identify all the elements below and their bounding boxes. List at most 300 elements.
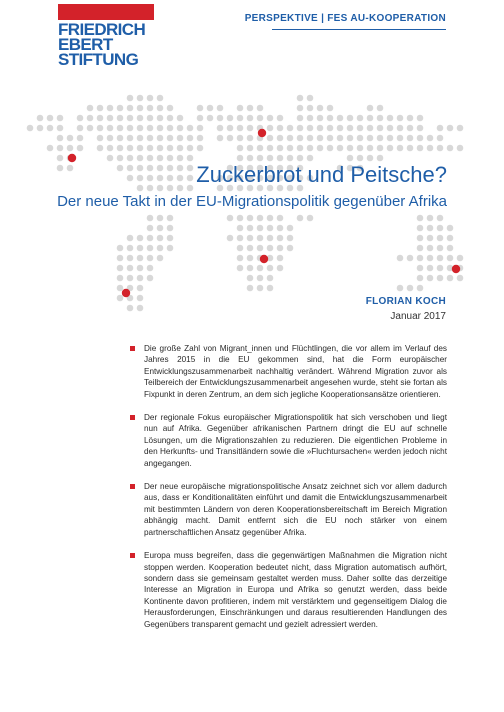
map-dot bbox=[157, 255, 164, 262]
map-dot bbox=[437, 245, 444, 252]
map-dot bbox=[147, 215, 154, 222]
map-dot bbox=[437, 265, 444, 272]
map-dot bbox=[177, 125, 184, 132]
map-dot bbox=[357, 115, 364, 122]
map-dot bbox=[167, 235, 174, 242]
map-dot bbox=[247, 275, 254, 282]
map-dot bbox=[107, 145, 114, 152]
map-dot bbox=[347, 115, 354, 122]
map-dot bbox=[257, 225, 264, 232]
map-dot bbox=[177, 185, 184, 192]
map-dot bbox=[327, 145, 334, 152]
map-dot bbox=[397, 135, 404, 142]
map-dot bbox=[427, 135, 434, 142]
map-dot bbox=[307, 215, 314, 222]
map-dot bbox=[417, 265, 424, 272]
map-dot bbox=[297, 155, 304, 162]
map-dot bbox=[257, 145, 264, 152]
map-dot bbox=[297, 115, 304, 122]
map-dot bbox=[157, 215, 164, 222]
map-dot bbox=[107, 135, 114, 142]
map-dot bbox=[257, 265, 264, 272]
map-dot bbox=[317, 135, 324, 142]
map-dot bbox=[97, 135, 104, 142]
map-dot bbox=[277, 225, 284, 232]
map-dot bbox=[297, 135, 304, 142]
page-subtitle: Der neue Takt in der EU-Migrationspolitik gegenüber Afrika bbox=[57, 193, 447, 210]
map-dot bbox=[227, 125, 234, 132]
map-dot bbox=[167, 175, 174, 182]
map-dot bbox=[447, 275, 454, 282]
summary-bullet bbox=[130, 343, 447, 400]
map-dot bbox=[147, 155, 154, 162]
map-dot bbox=[257, 235, 264, 242]
map-dot bbox=[377, 115, 384, 122]
map-dot bbox=[227, 235, 234, 242]
map-dot bbox=[117, 105, 124, 112]
map-dot bbox=[207, 105, 214, 112]
map-dot bbox=[147, 165, 154, 172]
map-dot bbox=[417, 115, 424, 122]
map-dot bbox=[347, 135, 354, 142]
map-dot bbox=[407, 125, 414, 132]
map-dot bbox=[277, 255, 284, 262]
map-dot bbox=[267, 145, 274, 152]
map-dot bbox=[377, 135, 384, 142]
map-dot bbox=[367, 125, 374, 132]
map-dot bbox=[87, 115, 94, 122]
bullet-text: Die große Zahl von Migrant_innen und Flüchtlingen, die vor allem im Verlauf des Jahres 2015 in die EU gekommen sind, hat die Form europäischer Entwicklungszusammenarbeit nachhaltig verändert. Während Migration zuvor als Teilbereich der Entwicklungszusammenarbeit angesehen wurde, steht sie fortan als Fixpunkt in deren Zentrum, an dem sich jegliche Kooperationsansätze orientieren. bbox=[144, 344, 447, 399]
map-dot bbox=[227, 135, 234, 142]
map-dot bbox=[117, 115, 124, 122]
map-dot bbox=[117, 295, 124, 302]
map-dot bbox=[147, 135, 154, 142]
map-dot bbox=[117, 275, 124, 282]
map-dot bbox=[297, 145, 304, 152]
map-dot bbox=[437, 145, 444, 152]
map-dot bbox=[67, 145, 74, 152]
map-dot bbox=[267, 225, 274, 232]
map-dot-highlight bbox=[122, 289, 130, 297]
map-dot bbox=[117, 125, 124, 132]
map-dot bbox=[417, 125, 424, 132]
summary-bullet-list bbox=[130, 343, 447, 642]
map-dot bbox=[117, 155, 124, 162]
map-dot bbox=[387, 115, 394, 122]
map-dot bbox=[247, 135, 254, 142]
map-dot bbox=[427, 235, 434, 242]
summary-bullet bbox=[130, 481, 447, 538]
map-dot bbox=[267, 155, 274, 162]
map-dot bbox=[457, 275, 464, 282]
map-dot bbox=[177, 165, 184, 172]
map-dot bbox=[87, 125, 94, 132]
map-dot bbox=[287, 135, 294, 142]
map-dot bbox=[417, 245, 424, 252]
map-dot-highlight bbox=[260, 255, 268, 263]
map-dot bbox=[357, 125, 364, 132]
map-dot bbox=[287, 125, 294, 132]
map-dot bbox=[337, 145, 344, 152]
map-dot-highlight bbox=[258, 129, 266, 137]
map-dot bbox=[47, 125, 54, 132]
map-dot bbox=[147, 105, 154, 112]
map-dot bbox=[137, 265, 144, 272]
map-dot bbox=[437, 125, 444, 132]
map-dot bbox=[167, 185, 174, 192]
map-dot bbox=[337, 135, 344, 142]
map-dot bbox=[127, 155, 134, 162]
map-dot bbox=[427, 275, 434, 282]
bullet-square-icon bbox=[130, 484, 135, 489]
map-dot bbox=[97, 145, 104, 152]
map-dot bbox=[377, 125, 384, 132]
map-dot bbox=[37, 115, 44, 122]
map-dot bbox=[237, 135, 244, 142]
map-dot bbox=[287, 145, 294, 152]
map-dot bbox=[427, 145, 434, 152]
summary-bullet bbox=[130, 550, 447, 630]
map-dot bbox=[117, 135, 124, 142]
map-dot bbox=[137, 235, 144, 242]
map-dot bbox=[407, 145, 414, 152]
map-dot bbox=[57, 165, 64, 172]
map-dot bbox=[137, 105, 144, 112]
map-dot bbox=[187, 145, 194, 152]
map-dot bbox=[247, 115, 254, 122]
map-dot bbox=[117, 265, 124, 272]
map-dot bbox=[157, 115, 164, 122]
map-dot bbox=[267, 275, 274, 282]
map-dot bbox=[267, 235, 274, 242]
map-dot bbox=[327, 115, 334, 122]
map-dot-highlight bbox=[68, 154, 76, 162]
map-dot bbox=[77, 125, 84, 132]
map-dot bbox=[327, 105, 334, 112]
map-dot bbox=[317, 115, 324, 122]
map-dot bbox=[257, 245, 264, 252]
map-dot bbox=[427, 255, 434, 262]
map-dot bbox=[157, 125, 164, 132]
map-dot bbox=[457, 255, 464, 262]
map-dot bbox=[237, 105, 244, 112]
map-dot bbox=[67, 135, 74, 142]
map-dot bbox=[297, 95, 304, 102]
map-dot bbox=[157, 185, 164, 192]
map-dot bbox=[107, 125, 114, 132]
map-dot bbox=[247, 125, 254, 132]
bullet-square-icon bbox=[130, 346, 135, 351]
map-dot bbox=[427, 225, 434, 232]
map-dot bbox=[287, 155, 294, 162]
map-dot bbox=[137, 115, 144, 122]
map-dot bbox=[307, 145, 314, 152]
map-dot bbox=[97, 105, 104, 112]
map-dot bbox=[247, 155, 254, 162]
map-dot bbox=[297, 105, 304, 112]
map-dot bbox=[197, 125, 204, 132]
map-dot bbox=[357, 155, 364, 162]
map-dot bbox=[407, 285, 414, 292]
publication-date: Januar 2017 bbox=[390, 311, 446, 322]
map-dot bbox=[157, 105, 164, 112]
map-dot bbox=[157, 135, 164, 142]
map-dot bbox=[307, 135, 314, 142]
map-dot bbox=[407, 255, 414, 262]
map-dot bbox=[117, 165, 124, 172]
map-dot bbox=[237, 115, 244, 122]
map-dot bbox=[307, 105, 314, 112]
map-dot bbox=[127, 235, 134, 242]
map-dot bbox=[417, 285, 424, 292]
map-dot bbox=[157, 155, 164, 162]
map-dot bbox=[417, 235, 424, 242]
map-dot bbox=[167, 165, 174, 172]
bullet-text: Der neue europäische migrationspolitische Ansatz zeichnet sich vor allem dadurch aus, dass er Konditionalitäten einführt und damit die Entwicklungszusammenarbeit mit bestimmten Ländern von deren Kooperationsbereitschaft im Bereich Migration abhängig macht. Damit entfernt sich die EU noch stärker von einem partnerschaftlichen Ansatz gegenüber Afrika. bbox=[144, 482, 447, 537]
map-dot bbox=[107, 115, 114, 122]
map-dot bbox=[127, 115, 134, 122]
map-dot bbox=[337, 115, 344, 122]
map-dot bbox=[287, 245, 294, 252]
map-dot bbox=[137, 95, 144, 102]
map-dot bbox=[377, 105, 384, 112]
map-dot bbox=[247, 225, 254, 232]
map-dot bbox=[307, 125, 314, 132]
map-dot bbox=[57, 135, 64, 142]
map-dot bbox=[217, 135, 224, 142]
map-dot bbox=[277, 245, 284, 252]
map-dot bbox=[387, 125, 394, 132]
map-dot bbox=[57, 115, 64, 122]
map-dot bbox=[147, 235, 154, 242]
map-dot bbox=[147, 185, 154, 192]
map-dot bbox=[297, 125, 304, 132]
map-dot bbox=[127, 125, 134, 132]
map-dot bbox=[447, 255, 454, 262]
map-dot bbox=[457, 125, 464, 132]
map-dot bbox=[397, 255, 404, 262]
map-dot bbox=[407, 115, 414, 122]
map-dot bbox=[57, 145, 64, 152]
map-dot bbox=[237, 225, 244, 232]
map-dot bbox=[157, 225, 164, 232]
map-dot bbox=[137, 245, 144, 252]
map-dot bbox=[127, 105, 134, 112]
map-dot bbox=[407, 135, 414, 142]
map-dot bbox=[147, 125, 154, 132]
map-dot bbox=[197, 145, 204, 152]
map-dot bbox=[167, 135, 174, 142]
map-dot bbox=[177, 145, 184, 152]
map-dot bbox=[27, 125, 34, 132]
map-dot bbox=[247, 105, 254, 112]
map-dot bbox=[197, 135, 204, 142]
map-dot bbox=[337, 125, 344, 132]
map-dot bbox=[327, 125, 334, 132]
map-dot bbox=[267, 245, 274, 252]
map-dot bbox=[147, 95, 154, 102]
map-dot bbox=[57, 125, 64, 132]
map-dot bbox=[147, 245, 154, 252]
map-dot bbox=[187, 165, 194, 172]
map-dot bbox=[107, 155, 114, 162]
map-dot bbox=[377, 145, 384, 152]
map-dot bbox=[347, 125, 354, 132]
map-dot bbox=[367, 105, 374, 112]
logo-line-2: EBERT bbox=[58, 35, 113, 54]
map-dot bbox=[447, 245, 454, 252]
map-dot bbox=[447, 125, 454, 132]
map-dot-highlight bbox=[452, 265, 460, 273]
map-dot bbox=[167, 155, 174, 162]
map-dot bbox=[197, 105, 204, 112]
map-dot bbox=[287, 225, 294, 232]
map-dot bbox=[157, 165, 164, 172]
map-dot bbox=[137, 275, 144, 282]
map-dot bbox=[177, 115, 184, 122]
map-dot bbox=[127, 255, 134, 262]
bullet-square-icon bbox=[130, 553, 135, 558]
map-dot bbox=[127, 265, 134, 272]
map-dot bbox=[257, 215, 264, 222]
map-dot bbox=[257, 155, 264, 162]
map-dot bbox=[277, 215, 284, 222]
map-dot bbox=[417, 215, 424, 222]
map-dot bbox=[427, 215, 434, 222]
map-dot bbox=[137, 185, 144, 192]
map-dot bbox=[87, 105, 94, 112]
map-dot bbox=[227, 115, 234, 122]
map-dot bbox=[47, 145, 54, 152]
map-dot bbox=[377, 155, 384, 162]
map-dot bbox=[167, 245, 174, 252]
map-dot bbox=[157, 175, 164, 182]
map-dot bbox=[37, 125, 44, 132]
map-dot bbox=[137, 255, 144, 262]
map-dot bbox=[257, 105, 264, 112]
map-dot bbox=[177, 135, 184, 142]
map-dot bbox=[137, 155, 144, 162]
map-dot bbox=[397, 285, 404, 292]
map-dot bbox=[187, 155, 194, 162]
map-dot bbox=[287, 235, 294, 242]
map-dot bbox=[77, 145, 84, 152]
map-dot bbox=[167, 115, 174, 122]
series-label: PERSPEKTIVE | FES AU-KOOPERATION bbox=[244, 13, 446, 24]
map-dot bbox=[267, 215, 274, 222]
map-dot bbox=[257, 115, 264, 122]
map-dot bbox=[167, 225, 174, 232]
map-dot bbox=[437, 255, 444, 262]
map-dot bbox=[397, 115, 404, 122]
map-dot bbox=[247, 145, 254, 152]
map-dot bbox=[77, 115, 84, 122]
map-dot bbox=[167, 125, 174, 132]
map-dot bbox=[267, 285, 274, 292]
map-dot bbox=[277, 135, 284, 142]
map-dot bbox=[387, 135, 394, 142]
map-dot bbox=[277, 125, 284, 132]
logo-line-3: STIFTUNG bbox=[58, 50, 139, 69]
page-title: Zuckerbrot und Peitsche? bbox=[196, 162, 447, 187]
map-dot bbox=[317, 105, 324, 112]
map-dot bbox=[247, 255, 254, 262]
map-dot bbox=[277, 235, 284, 242]
map-dot bbox=[147, 175, 154, 182]
map-dot bbox=[167, 145, 174, 152]
map-dot bbox=[417, 145, 424, 152]
map-dot bbox=[417, 255, 424, 262]
map-dot bbox=[297, 215, 304, 222]
map-dot bbox=[397, 145, 404, 152]
map-dot bbox=[157, 95, 164, 102]
map-dot bbox=[197, 115, 204, 122]
map-dot bbox=[177, 175, 184, 182]
map-dot bbox=[387, 145, 394, 152]
map-dot bbox=[237, 145, 244, 152]
map-dot bbox=[347, 155, 354, 162]
map-dot bbox=[367, 145, 374, 152]
map-dot bbox=[137, 165, 144, 172]
bullet-text: Europa muss begreifen, dass die gegenwärtigen Maßnahmen die Migration nicht stoppen werden. Kooperation bedeutet nicht, dass Migration automatisch aufhört, sondern dass sie gemeinsam gestaltet werden muss. Daher sollte das derzeitige Interesse an Migration in Europa und Afrika so genutzt werden, dass beide Kontinente davon profitieren, indem mit verstärktem und gegenseitigem Dialog die Herausforderungen, Einschränkungen und daraus resultierenden Handlungen des Gegenübers transparent gemacht und gezielt adressiert werden. bbox=[144, 551, 447, 629]
map-dot bbox=[237, 255, 244, 262]
map-dot bbox=[147, 265, 154, 272]
map-dot bbox=[257, 285, 264, 292]
map-dot bbox=[317, 145, 324, 152]
map-dot bbox=[267, 265, 274, 272]
map-dot bbox=[267, 115, 274, 122]
map-dot bbox=[447, 145, 454, 152]
map-dot bbox=[217, 125, 224, 132]
map-dot bbox=[367, 155, 374, 162]
map-dot bbox=[417, 225, 424, 232]
map-dot bbox=[277, 115, 284, 122]
map-dot bbox=[127, 175, 134, 182]
map-dot bbox=[277, 155, 284, 162]
map-dot bbox=[117, 245, 124, 252]
map-dot bbox=[187, 185, 194, 192]
map-dot bbox=[437, 225, 444, 232]
map-dot bbox=[237, 155, 244, 162]
map-dot bbox=[117, 145, 124, 152]
bullet-text: Der regionale Fokus europäischer Migrationspolitik hat sich verschoben und liegt nun auf Afrika. Gegenüber afrikanischen Partnern dringt die EU auf schnelle Lösungen, um die Migrationszahlen zu reduzieren. Die eigentlichen Probleme in den Herkunfts- und Transitländern sowie die »Fluchtursachen« werden jedoch nicht angegangen. bbox=[144, 413, 447, 468]
map-dot bbox=[127, 165, 134, 172]
map-dot bbox=[147, 275, 154, 282]
map-dot bbox=[187, 125, 194, 132]
map-dot bbox=[447, 225, 454, 232]
map-dot bbox=[77, 135, 84, 142]
map-dot bbox=[127, 135, 134, 142]
map-dot bbox=[447, 235, 454, 242]
map-dot bbox=[107, 105, 114, 112]
map-dot bbox=[67, 165, 74, 172]
map-dot bbox=[187, 135, 194, 142]
author-name: FLORIAN KOCH bbox=[365, 296, 446, 307]
map-dot bbox=[137, 295, 144, 302]
map-dot bbox=[127, 245, 134, 252]
map-dot bbox=[117, 285, 124, 292]
map-dot bbox=[147, 255, 154, 262]
map-dot bbox=[227, 215, 234, 222]
map-dot bbox=[137, 135, 144, 142]
map-dot bbox=[127, 275, 134, 282]
map-dot bbox=[307, 95, 314, 102]
map-dot bbox=[167, 105, 174, 112]
map-dot bbox=[137, 305, 144, 312]
map-dot bbox=[307, 115, 314, 122]
map-dot bbox=[157, 145, 164, 152]
map-dot bbox=[137, 175, 144, 182]
